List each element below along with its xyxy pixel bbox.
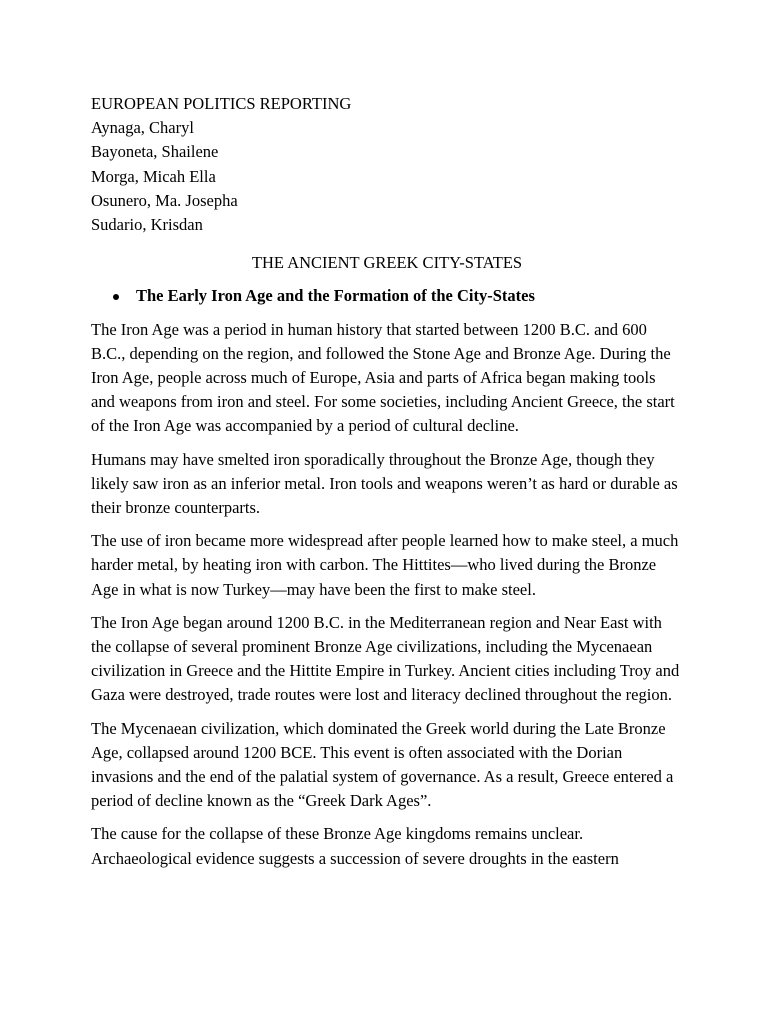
paragraph: The cause for the collapse of these Bronze Age kingdoms remains unclear. Archaeological evidence suggests a succession of severe droughts in the eastern xyxy=(91,824,619,868)
member-name: Osunero, Ma. Josepha xyxy=(91,190,238,210)
document-body xyxy=(91,92,683,871)
section-list xyxy=(91,284,683,308)
header-block xyxy=(91,92,683,237)
member-name: Sudario, Krisdan xyxy=(91,215,203,235)
member-name: Morga, Micah Ella xyxy=(91,166,216,186)
document-title: THE ANCIENT GREEK CITY-STATES xyxy=(251,253,523,273)
bullet-icon xyxy=(113,294,119,300)
paragraph: The Mycenaean civilization, which dominated the Greek world during the Late Bronze Age, collapsed around 1200 BCE. This event is often associated with the Dorian invasions and the end of the palatial system of governance. As a result, Greece entered a period of decline known as the “Greek Dark Ages”. xyxy=(91,718,674,811)
paragraph: The Iron Age began around 1200 B.C. in the Mediterranean region and Near East with the collapse of several prominent Bronze Age civilizations, including the Mycenaean civilization in Greece and the Hittite Empire in Turkey. Ancient cities including Troy and Gaza were destroyed, trade routes were lost and literacy declined throughout the region. xyxy=(91,612,680,705)
paragraph: The use of iron became more widespread after people learned how to make steel, a much harder metal, by heating iron with carbon. The Hittites—who lived during the Bronze Age in what is now Turkey—may have been the first to make steel. xyxy=(91,531,679,599)
section-heading-item xyxy=(91,284,683,308)
paragraph: The Iron Age was a period in human history that started between 1200 B.C. and 600 B.C., depending on the region, and followed the Stone Age and Bronze Age. During the Iron Age, people across much of Europe, Asia and parts of Africa began making tools and weapons from iron and steel. For some societies, including Ancient Greece, the start of the Iron Age was accompanied by a period of cultural decline. xyxy=(91,319,675,436)
member-name: Aynaga, Charyl xyxy=(91,118,194,138)
member-name: Bayoneta, Shailene xyxy=(91,142,219,162)
section-heading: The Early Iron Age and the Formation of the City-States xyxy=(136,286,535,306)
course-title: EUROPEAN POLITICS REPORTING xyxy=(91,94,352,113)
paragraph: Humans may have smelted iron sporadically throughout the Bronze Age, though they likely saw iron as an inferior metal. Iron tools and weapons weren’t as hard or durable as their bronze counterparts. xyxy=(91,449,678,518)
